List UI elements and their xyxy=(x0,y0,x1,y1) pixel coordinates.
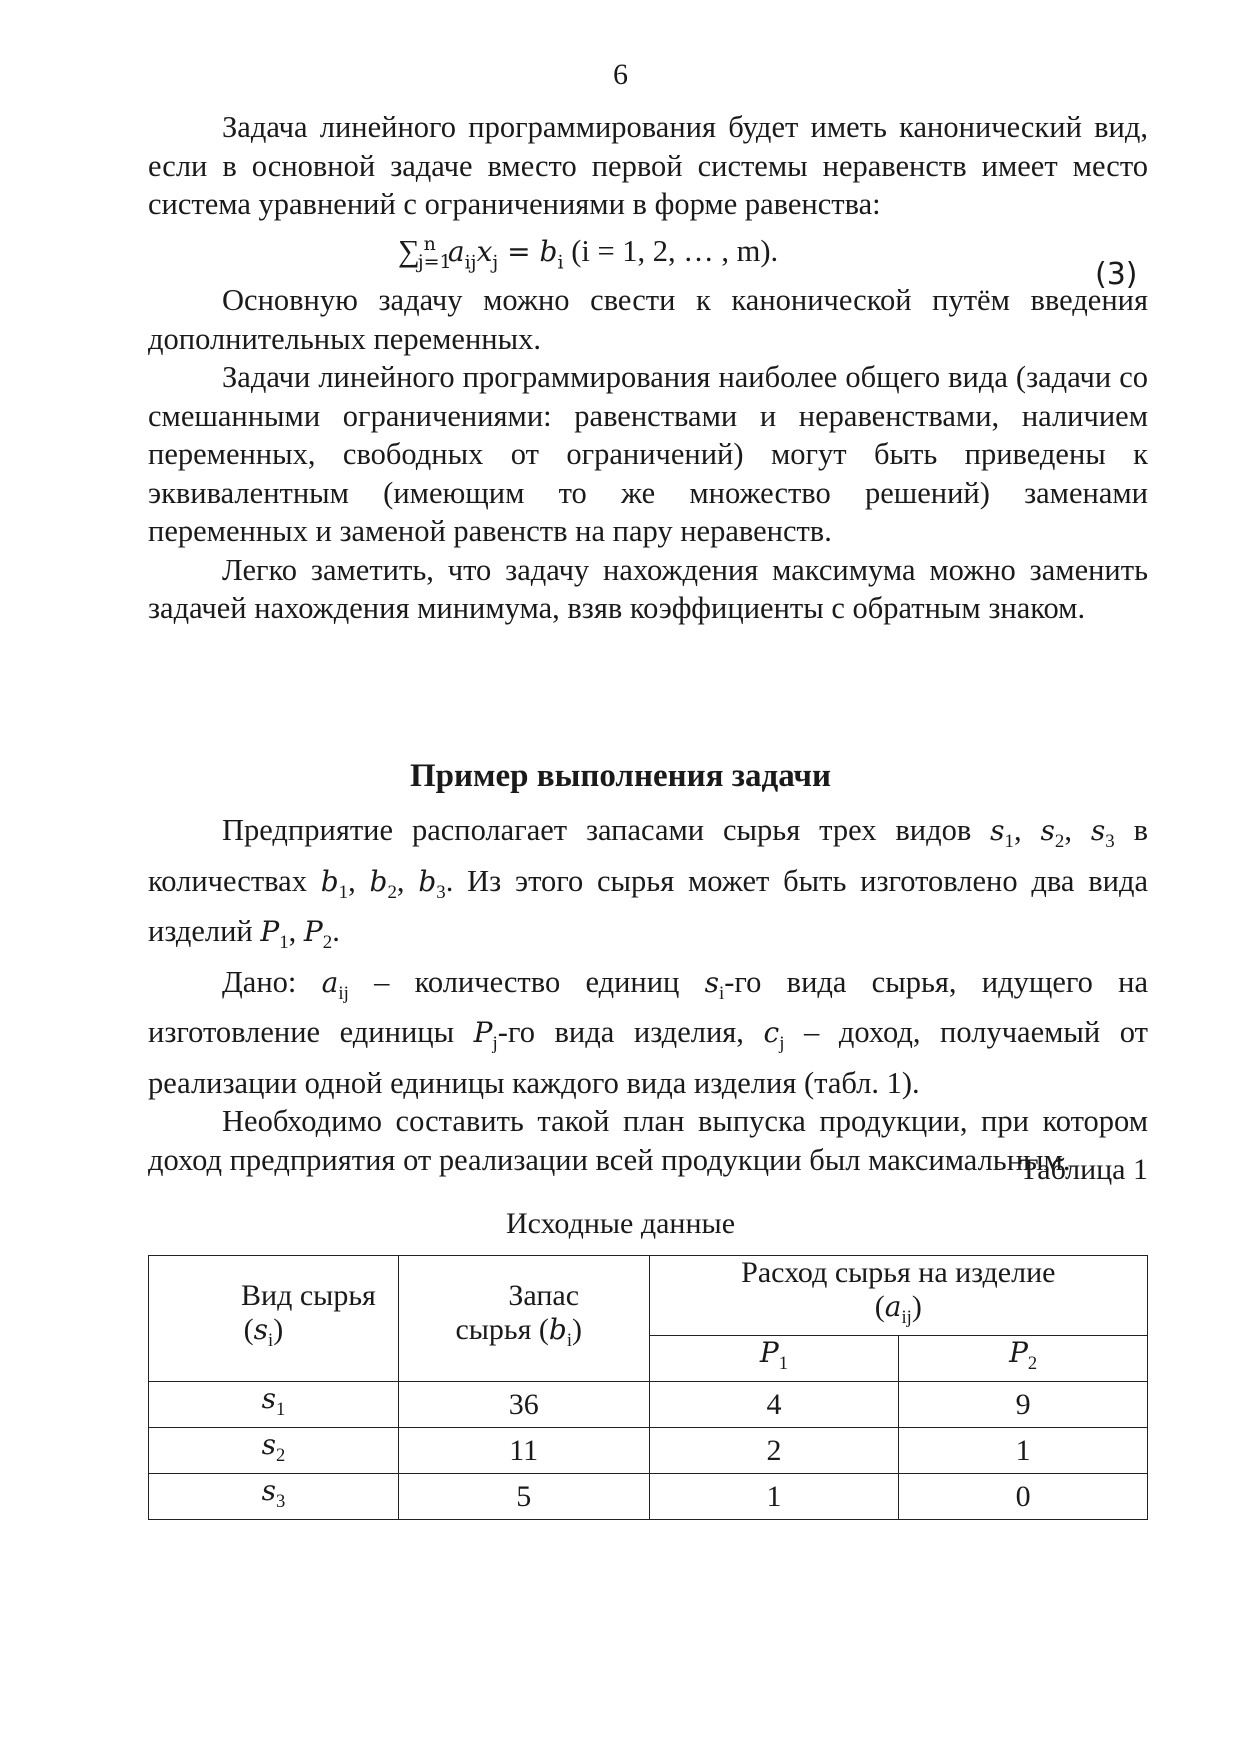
paren-close: ) xyxy=(572,1313,582,1346)
header-product-2 xyxy=(899,1336,1148,1382)
header-usage-label: Расход сырья на изделие xyxy=(741,1256,1056,1289)
formula-equals: = xyxy=(498,235,540,269)
s1-index: 1 xyxy=(1004,831,1014,853)
P1-index: 1 xyxy=(279,932,289,954)
paragraph-canonical xyxy=(148,108,1148,224)
cell-p2: 0 xyxy=(899,1474,1148,1520)
cell-stock: 36 xyxy=(398,1382,649,1428)
header-s-symbol: s xyxy=(253,1313,269,1346)
cell-p2: 1 xyxy=(899,1428,1148,1474)
P2-index: 2 xyxy=(322,932,333,954)
cell-p2: 9 xyxy=(899,1382,1148,1428)
header-a-index: ij xyxy=(901,1307,912,1328)
b1-symbol: b xyxy=(320,864,339,898)
sum-upper-limit: n xyxy=(423,233,436,255)
formula-range: (i = 1, 2, … , m). xyxy=(563,234,779,269)
header-b-index: i xyxy=(566,1330,572,1351)
header-P2-index: 2 xyxy=(1027,1353,1038,1374)
cell-stock: 5 xyxy=(398,1474,649,1520)
p5-text-4: . xyxy=(332,914,340,949)
p6-text-3: -го вида сырья, идущего на изготовление единицы xyxy=(148,964,1148,1050)
table-row xyxy=(149,1428,1148,1474)
row-s-symbol: s xyxy=(261,1474,276,1507)
header-material-kind xyxy=(149,1256,399,1382)
cell-p1: 1 xyxy=(649,1474,899,1520)
paren-close: ) xyxy=(911,1290,922,1323)
paragraph-7: Необходимо составить такой план выпуска продукции, при котором доход предприятия от реализации всей продукции был максимальным. xyxy=(148,1104,1148,1177)
p6-text-1: Дано: xyxy=(222,964,322,999)
p5-text-2: в количествах xyxy=(148,813,1149,898)
sum-lower-limit: j=1 xyxy=(417,251,452,274)
header-usage xyxy=(649,1256,1147,1336)
b2-index: 2 xyxy=(387,881,397,903)
row-s-symbol: s xyxy=(261,1428,276,1461)
header-P1-symbol: P xyxy=(759,1336,779,1369)
P2-symbol: P xyxy=(303,915,323,949)
paren-close: ) xyxy=(273,1313,284,1346)
row-s-index: 3 xyxy=(275,1491,286,1512)
p5-comma: , xyxy=(1013,813,1041,847)
P1-symbol: P xyxy=(260,915,280,949)
formula-b-sub: i xyxy=(557,251,564,274)
p5-comma: , xyxy=(1064,813,1091,847)
cj-symbol: c xyxy=(763,1016,780,1050)
s2-symbol: s xyxy=(1040,814,1055,847)
p6-text-5: – доход, получаемый от реализации одной единицы каждого вида изделия (табл. 1). xyxy=(148,1015,1148,1100)
paragraph-5 xyxy=(148,811,1148,963)
paragraph-3: Задачи линейного программирования наиболее общего вида (задачи со смешанными ограничениями: равенствами и неравенствами, наличием переменных, свободных от ограничений) могут быть приведены к эквивалентным (имеющим то же множество решений) заменами переменных и заменой равенств на пару неравенств. xyxy=(148,360,1148,548)
paren-open: ( xyxy=(874,1290,885,1323)
s3-index: 3 xyxy=(1105,831,1115,853)
header-stock xyxy=(398,1256,649,1382)
cell-material xyxy=(149,1428,399,1474)
paren-open: ( xyxy=(243,1313,254,1346)
p5-comma: , xyxy=(348,863,370,898)
row-s-index: 2 xyxy=(275,1445,286,1466)
s1-symbol: s xyxy=(990,814,1005,847)
header-usage-symbol xyxy=(650,1290,1147,1335)
header-b-symbol: b xyxy=(548,1313,567,1346)
paragraph-6 xyxy=(148,963,1148,1103)
p5-comma: , xyxy=(288,914,304,949)
cj-index: j xyxy=(779,1033,785,1055)
aij-index: ij xyxy=(338,982,349,1004)
table-title: Исходные данные xyxy=(505,1207,736,1240)
paragraph-group-3 xyxy=(148,811,1148,1179)
si-symbol: s xyxy=(704,965,719,999)
cell-material xyxy=(149,1474,399,1520)
b1-index: 1 xyxy=(338,881,349,903)
Pj-index: j xyxy=(492,1033,498,1055)
cell-stock: 11 xyxy=(398,1428,649,1474)
p6-text-4: -го вида изделия, xyxy=(497,1015,764,1050)
sum-symbol: ∑ xyxy=(398,234,420,269)
p5-text-3: . Из этого сырья может быть изготовлено два вида изделий xyxy=(148,863,1149,949)
table-label: Таблица 1 xyxy=(1019,1153,1148,1186)
header-P1-index: 1 xyxy=(778,1353,789,1374)
Pj-symbol: P xyxy=(473,1016,493,1050)
table-row xyxy=(149,1474,1148,1520)
b3-index: 3 xyxy=(436,881,446,903)
formula-canonical xyxy=(398,233,778,273)
si-index: i xyxy=(719,982,725,1004)
b3-symbol: b xyxy=(418,864,437,898)
p5-text-1: Предприятие располагает запасами сырья трех видов xyxy=(222,813,991,847)
formula-a: a xyxy=(447,235,465,269)
row-s-index: 1 xyxy=(275,1399,286,1420)
s3-symbol: s xyxy=(1090,814,1106,847)
formula-b: b xyxy=(539,235,558,269)
header-product-1 xyxy=(649,1336,899,1382)
row-s-symbol: s xyxy=(261,1382,276,1415)
header-s-index: i xyxy=(268,1330,274,1351)
paragraph-4: Легко заметить, что задачу нахождения максимума можно заменить задачей нахождения минимума, взяв коэффициенты с обратным знаком. xyxy=(148,552,1148,625)
aij-symbol: a xyxy=(321,965,339,999)
header-P2-symbol: P xyxy=(1009,1336,1028,1369)
paragraph-1: Задача линейного программирования будет иметь канонический вид, если в основной задаче вместо первой системы неравенств имеет место система уравнений с ограничениями в форме равенства: xyxy=(148,110,1148,221)
formula-x-sub: j xyxy=(492,251,499,274)
header-stock-symbol xyxy=(399,1313,649,1358)
s2-index: 2 xyxy=(1054,831,1065,853)
p6-text-2: – количество единиц xyxy=(348,964,705,999)
table-row xyxy=(149,1382,1148,1428)
formula-a-sub: ij xyxy=(464,251,477,274)
header-stock-label: Запас xyxy=(508,1279,580,1312)
paragraph-2: Основную задачу можно свести к канонической путём введения дополнительных переменных. xyxy=(148,283,1148,356)
source-data-table xyxy=(148,1255,1148,1520)
paragraph-group-2 xyxy=(148,281,1148,628)
cell-p1: 2 xyxy=(649,1428,899,1474)
header-a-symbol: a xyxy=(884,1290,902,1323)
cell-p1: 4 xyxy=(649,1382,899,1428)
header-material-kind-label: Вид сырья xyxy=(241,1279,376,1312)
section-heading: Пример выполнения задачи xyxy=(410,758,831,794)
page-number: 6 xyxy=(613,58,628,91)
equation-number: (3) xyxy=(1095,257,1138,292)
header-material-kind-symbol xyxy=(149,1313,398,1358)
b2-symbol: b xyxy=(369,864,388,898)
cell-material xyxy=(149,1382,399,1428)
p5-comma: , xyxy=(396,863,419,898)
header-stock-text: сырья ( xyxy=(455,1313,549,1346)
formula-x: x xyxy=(476,235,493,269)
